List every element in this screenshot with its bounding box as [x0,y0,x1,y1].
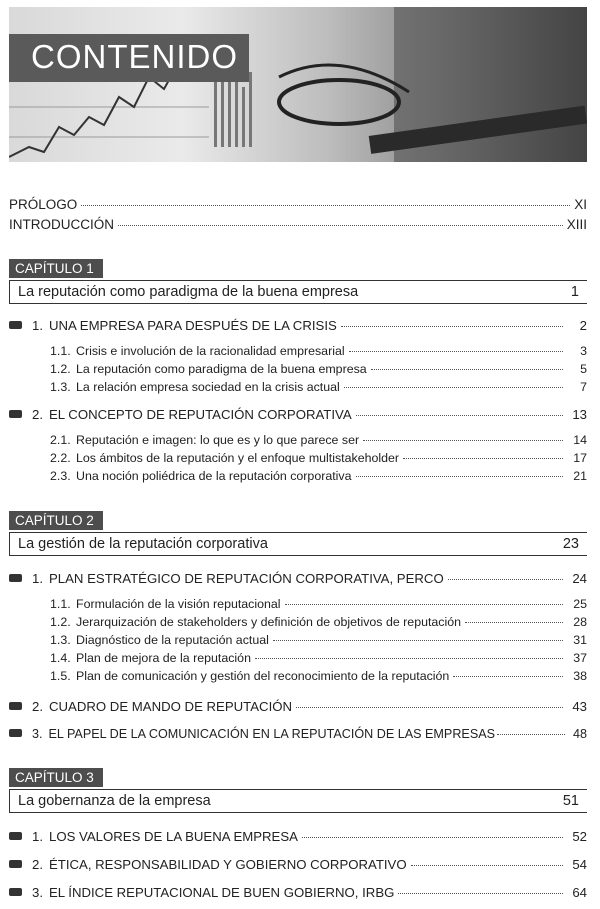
section-number: 1. [32,571,43,586]
subsection-number: 1.1. [50,344,71,358]
square-bullet-icon [9,321,22,329]
square-bullet-icon [9,832,22,840]
toc-entry-page: XI [574,197,587,212]
subsection-number: 1.5. [50,669,71,683]
chapter-title: La gobernanza de la empresa [18,793,211,809]
dot-leader [363,439,563,441]
toc-subsection[interactable] [50,344,587,358]
chapter-page: 23 [562,536,579,552]
section-page: 43 [572,699,587,714]
toc-section[interactable] [9,699,587,714]
dot-leader [341,325,563,327]
chapter-2-heading[interactable] [9,511,587,556]
toc-section[interactable] [9,318,587,333]
subsection-label: Una noción poliédrica de la reputación corporativa [76,469,352,483]
section-page: 64 [572,885,587,900]
section-label: EL ÍNDICE REPUTACIONAL DE BUEN GOBIERNO, IRBG [49,885,395,900]
toc-subsection[interactable] [50,451,587,465]
chapter-title-bar [9,280,587,304]
dot-leader [118,224,563,226]
subsection-page: 37 [573,651,587,665]
chapter-page: 51 [562,793,579,809]
subsection-number: 1.3. [50,633,71,647]
toc-subsection[interactable] [50,651,587,665]
subsection-number: 2.3. [50,469,71,483]
chapter-tag: CAPÍTULO 3 [9,768,103,787]
subsection-number: 1.2. [50,615,71,629]
subsection-label: Jerarquización de stakeholders y definición de objetivos de reputación [76,615,462,629]
header-banner-image [9,7,587,162]
toc-entry-label: INTRODUCCIÓN [9,217,114,232]
toc-subsection[interactable] [50,380,587,394]
section-page: 52 [572,829,587,844]
toc-section[interactable] [9,885,587,900]
dot-leader [255,657,563,659]
toc-subsection[interactable] [50,362,587,376]
dot-leader [296,706,563,708]
section-page: 48 [572,727,587,741]
subsection-page: 38 [573,669,587,683]
toc-entry-page: XIII [566,217,587,232]
chapter-title-bar [9,532,587,556]
section-label: UNA EMPRESA PARA DESPUÉS DE LA CRISIS [49,318,337,333]
dot-leader [81,204,570,206]
subsection-label: Plan de mejora de la reputación [76,651,251,665]
subsection-number: 1.2. [50,362,71,376]
toc-entry-prologo[interactable] [9,197,587,212]
subsection-number: 1.1. [50,597,71,611]
subsection-page: 17 [573,451,587,465]
dot-leader [453,675,563,677]
toc-entry-introduccion[interactable] [9,217,587,232]
subsection-number: 2.2. [50,451,71,465]
dot-leader [349,350,563,352]
section-number: 1. [32,829,43,844]
subsection-number: 1.4. [50,651,71,665]
dot-leader [497,733,565,735]
subsection-number: 2.1. [50,433,71,447]
subsection-page: 21 [573,469,587,483]
dot-leader [356,475,563,477]
chapter-title-bar [9,789,587,813]
dot-leader [302,836,563,838]
dot-leader [448,578,563,580]
subsection-page: 5 [580,362,587,376]
section-number: 3. [32,885,43,900]
chapter-tag: CAPÍTULO 2 [9,511,103,530]
subsection-page: 25 [573,597,587,611]
dot-leader [344,386,563,388]
toc-section[interactable] [9,829,587,844]
toc-section[interactable] [9,571,587,586]
dot-leader [398,892,563,894]
toc-subsection[interactable] [50,469,587,483]
section-number: 3. [32,727,43,741]
subsection-page: 14 [573,433,587,447]
section-label: CUADRO DE MANDO DE REPUTACIÓN [49,699,293,714]
dot-leader [371,368,563,370]
square-bullet-icon [9,410,22,418]
section-page: 54 [572,857,587,872]
subsection-label: Crisis e involución de la racionalidad empresarial [76,344,345,358]
subsection-label: Formulación de la visión reputacional [76,597,281,611]
subsection-page: 31 [573,633,587,647]
section-label: EL CONCEPTO DE REPUTACIÓN CORPORATIVA [49,407,352,422]
section-label: PLAN ESTRATÉGICO DE REPUTACIÓN CORPORATIVA, PERCO [49,571,444,586]
toc-subsection[interactable] [50,669,587,683]
subsection-label: Los ámbitos de la reputación y el enfoque multistakeholder [76,451,400,465]
square-bullet-icon [9,702,22,710]
subsection-page: 7 [580,380,587,394]
section-number: 1. [32,318,43,333]
chapter-tag: CAPÍTULO 1 [9,259,103,278]
toc-entry-label: PRÓLOGO [9,197,78,212]
subsection-page: 3 [580,344,587,358]
dot-leader [273,639,563,641]
square-bullet-icon [9,888,22,896]
dot-leader [403,457,563,459]
section-page: 24 [572,571,587,586]
section-number: 2. [32,407,43,422]
toc-subsection[interactable] [50,433,587,447]
stock-chart-photo [9,7,587,162]
chapter-page: 1 [570,284,579,300]
chapter-title: La gestión de la reputación corporativa [18,536,268,552]
chapter-title: La reputación como paradigma de la buena empresa [18,284,359,300]
toc-section[interactable] [9,407,587,422]
subsection-page: 28 [573,615,587,629]
toc-section[interactable] [9,857,587,872]
dot-leader [356,414,563,416]
page-title: CONTENIDO [31,38,238,75]
square-bullet-icon [9,860,22,868]
section-number: 2. [32,857,43,872]
subsection-label: La relación empresa sociedad en la crisis actual [76,380,340,394]
toc-subsection[interactable] [50,597,587,611]
toc-subsection[interactable] [50,615,587,629]
section-number: 2. [32,699,43,714]
toc-subsection[interactable] [50,633,587,647]
chapter-1-heading[interactable] [9,259,587,304]
section-page: 2 [579,318,587,333]
subsection-label: Diagnóstico de la reputación actual [76,633,269,647]
subsection-label: La reputación como paradigma de la buena empresa [76,362,367,376]
square-bullet-icon [9,729,22,737]
dot-leader [465,621,563,623]
page-title-box [9,34,249,82]
subsection-label: Plan de comunicación y gestión del reconocimiento de la reputación [76,669,450,683]
section-page: 13 [572,407,587,422]
subsection-number: 1.3. [50,380,71,394]
dot-leader [411,864,563,866]
square-bullet-icon [9,574,22,582]
section-label: LOS VALORES DE LA BUENA EMPRESA [49,829,298,844]
toc-section[interactable] [9,727,587,741]
subsection-label: Reputación e imagen: lo que es y lo que parece ser [76,433,360,447]
section-label: EL PAPEL DE LA COMUNICACIÓN EN LA REPUTACIÓN DE LAS EMPRESAS [48,727,496,741]
dot-leader [285,603,563,605]
section-label: ÉTICA, RESPONSABILIDAD Y GOBIERNO CORPORATIVO [49,857,407,872]
chapter-3-heading[interactable] [9,768,587,813]
